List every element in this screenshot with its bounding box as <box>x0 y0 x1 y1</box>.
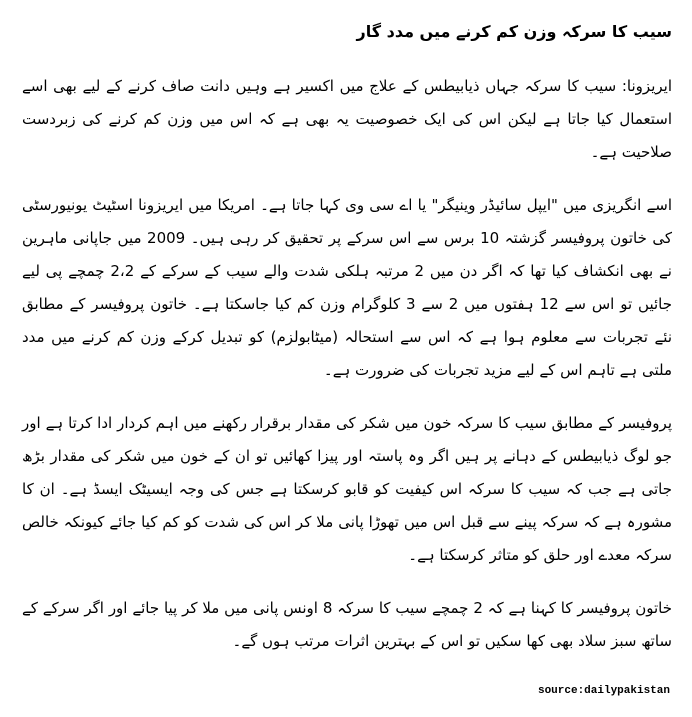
article-paragraph-4: خاتون پروفیسر کا کہنا ہے کہ 2 چمچے سیب کا سرکہ 8 اونس پانی میں ملا کر پیا جائے اور اگر سرکے کے ساتھ سبز سلاد بھی کھا سکیں تو اس کے بہترین اثرات مرتب ہوں گے۔ <box>22 599 672 650</box>
article-paragraph-2: اسے انگریزی میں "ایپل سائیڈر وینیگر" یا اے سی وی کہا جاتا ہے۔ امریکا میں ایریزونا اسٹیٹ یونیورسٹی کی خاتون پروفیسر گزشتہ 10 برس سے اس سرکے پر تحقیق کر رہی ہیں۔ 2009 میں جاپانی ماہرین نے بھی انکشاف کیا تھا کہ اگر دن میں 2 مرتبہ ہلکی شدت والے سیب کے سرکے کے 2،2 چمچے پی لیے جائیں تو اس سے 12 ہفتوں میں 2 سے 3 کلوگرام وزن کم کیا جاسکتا ہے۔ خاتون پروفیسر کے مطابق نئے تجربات سے معلوم ہوا ہے کہ اس سے استحالہ (میٹابولزم) کو تبدیل کرکے وزن کم کرنے میں مدد ملتی ہے تاہم اس کے لیے مزید تجربات کی ضرورت ہے۔ <box>22 196 673 379</box>
source-credit: source:dailypakistan <box>537 685 670 697</box>
article-paragraph-3: پروفیسر کے مطابق سیب کا سرکہ خون میں شکر کی مقدار برقرار رکھنے میں اہم کردار ادا کرتا ہے اور جو لوگ ذیابیطس کے دہانے پر ہیں اگر وہ پاستہ اور پیزا کھائیں تو ان کے خون میں شکر کی مقدار بڑھ جاتی ہے جب کہ سیب کا سرکہ اس کیفیت کو قابو کرسکتا ہے جس کی وجہ ایسیٹک ایسڈ ہے۔ ان کا مشورہ ہے کہ سرکہ پینے سے قبل اس میں تھوڑا پانی ملا کر اس کی شدت کو کم کیا جائے کیونکہ خالص سرکہ معدے اور حلق کو متاثر کرسکتا ہے۔ <box>22 414 672 564</box>
article-paragraph-1: ایریزونا: سیب کا سرکہ جہاں ذیابیطس کے علاج میں اکسیر ہے وہیں دانت صاف کرنے کے لیے بھی اسے استعمال کیا جاتا ہے لیکن اس کی ایک خصوصیت یہ بھی ہے کہ اس میں وزن کم کرنے کی زبردست صلاحیت ہے۔ <box>22 77 672 161</box>
article-title: سیب کا سرکہ وزن کم کرنے میں مدد گار <box>356 22 672 41</box>
